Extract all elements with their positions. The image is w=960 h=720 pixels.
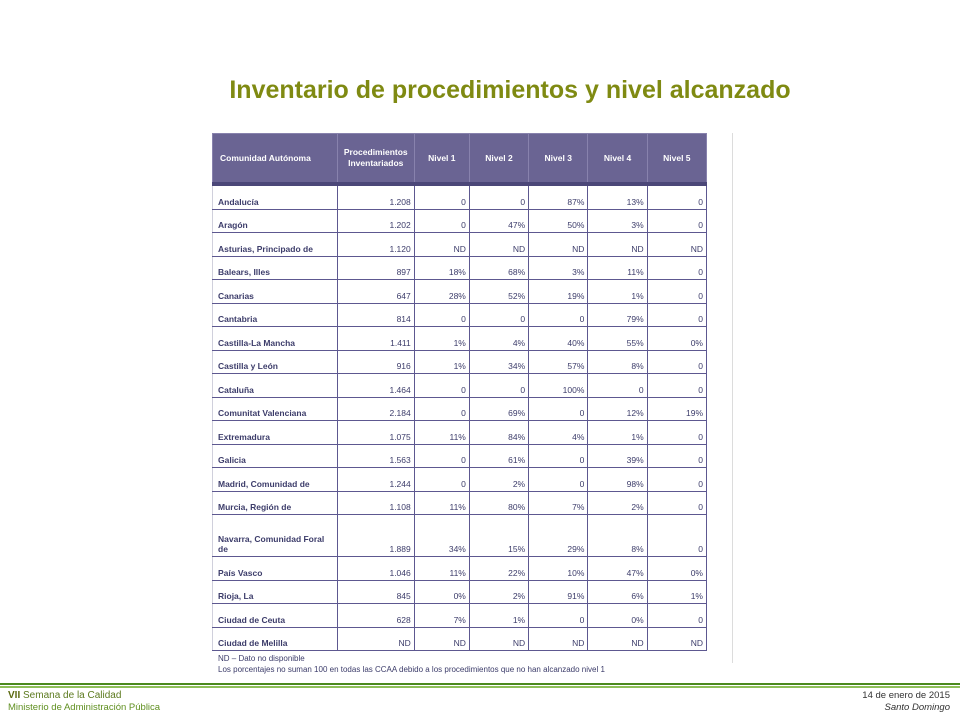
value-cell: 12% xyxy=(588,397,647,421)
value-cell: 100% xyxy=(529,374,588,398)
value-cell: 0 xyxy=(647,280,706,304)
value-cell: 0 xyxy=(647,444,706,468)
value-cell: ND xyxy=(647,233,706,257)
value-cell: 1.108 xyxy=(337,491,414,515)
value-cell: 0 xyxy=(414,184,469,209)
value-cell: 1.075 xyxy=(337,421,414,445)
value-cell: 0 xyxy=(647,256,706,280)
table-row xyxy=(213,303,707,327)
value-cell: ND xyxy=(469,627,528,651)
value-cell: 4% xyxy=(529,421,588,445)
table-row xyxy=(213,209,707,233)
value-cell: 55% xyxy=(588,327,647,351)
value-cell: 0% xyxy=(647,327,706,351)
value-cell: 1.411 xyxy=(337,327,414,351)
value-cell: 0 xyxy=(647,184,706,209)
value-cell: 0 xyxy=(647,209,706,233)
value-cell: 2.184 xyxy=(337,397,414,421)
value-cell: 0 xyxy=(647,421,706,445)
value-cell: 647 xyxy=(337,280,414,304)
value-cell: 69% xyxy=(469,397,528,421)
community-name-cell: Navarra, Comunidad Foral de xyxy=(213,515,338,557)
col-header-procedures: Procedimientos Inventariados xyxy=(337,134,414,185)
value-cell: 11% xyxy=(414,421,469,445)
value-cell: 0 xyxy=(414,209,469,233)
community-name-cell: Castilla y León xyxy=(213,350,338,374)
footer-date-place xyxy=(862,690,950,714)
value-cell: ND xyxy=(588,233,647,257)
value-cell: 13% xyxy=(588,184,647,209)
footer-event xyxy=(8,690,160,714)
col-header-level1: Nivel 1 xyxy=(414,134,469,185)
footer-divider-accent xyxy=(0,686,960,688)
value-cell: 1.208 xyxy=(337,184,414,209)
note-nd: ND – Dato no disponible xyxy=(218,654,305,663)
value-cell: 8% xyxy=(588,350,647,374)
table-row xyxy=(213,468,707,492)
value-cell: 47% xyxy=(469,209,528,233)
value-cell: 50% xyxy=(529,209,588,233)
value-cell: 15% xyxy=(469,515,528,557)
value-cell: 1.563 xyxy=(337,444,414,468)
value-cell: 1% xyxy=(469,604,528,628)
value-cell: 19% xyxy=(529,280,588,304)
community-name-cell: Cataluña xyxy=(213,374,338,398)
value-cell: 57% xyxy=(529,350,588,374)
procedures-table xyxy=(212,133,707,651)
page-title-text: Inventario de procedimientos y nivel alcanzado xyxy=(229,76,791,104)
table-row xyxy=(213,256,707,280)
table-row xyxy=(213,374,707,398)
col-header-community: Comunidad Autónoma xyxy=(213,134,338,185)
value-cell: 7% xyxy=(529,491,588,515)
table-row xyxy=(213,421,707,445)
value-cell: 52% xyxy=(469,280,528,304)
value-cell: ND xyxy=(337,627,414,651)
value-cell: 0 xyxy=(647,303,706,327)
value-cell: 91% xyxy=(529,580,588,604)
event-name: Semana de la Calidad xyxy=(23,690,122,701)
community-name-cell: Aragón xyxy=(213,209,338,233)
community-name-cell: Ciudad de Ceuta xyxy=(213,604,338,628)
community-name-cell: Madrid, Comunidad de xyxy=(213,468,338,492)
value-cell: 98% xyxy=(588,468,647,492)
value-cell: 87% xyxy=(529,184,588,209)
value-cell: 8% xyxy=(588,515,647,557)
table-row xyxy=(213,580,707,604)
value-cell: 0 xyxy=(647,604,706,628)
value-cell: 61% xyxy=(469,444,528,468)
table-row xyxy=(213,350,707,374)
community-name-cell: Murcia, Región de xyxy=(213,491,338,515)
community-name-cell: Balears, Illes xyxy=(213,256,338,280)
value-cell: 0% xyxy=(414,580,469,604)
value-cell: 0 xyxy=(469,184,528,209)
table-row xyxy=(213,515,707,557)
table-header-row xyxy=(213,134,707,185)
note-percentages: Los porcentajes no suman 100 en todas las CCAA debido a los procedimientos que no han alcanzado nivel 1 xyxy=(218,665,605,674)
value-cell: 0 xyxy=(588,374,647,398)
value-cell: 29% xyxy=(529,515,588,557)
value-cell: 1.046 xyxy=(337,557,414,581)
value-cell: 0 xyxy=(414,468,469,492)
value-cell: 1% xyxy=(414,327,469,351)
value-cell: 18% xyxy=(414,256,469,280)
community-name-cell: Rioja, La xyxy=(213,580,338,604)
value-cell: 0 xyxy=(414,397,469,421)
value-cell: 1.202 xyxy=(337,209,414,233)
page-title xyxy=(0,76,960,105)
value-cell: 0 xyxy=(529,604,588,628)
value-cell: 1% xyxy=(414,350,469,374)
value-cell: 0 xyxy=(469,303,528,327)
value-cell: 1% xyxy=(647,580,706,604)
value-cell: 19% xyxy=(647,397,706,421)
col-header-level5: Nivel 5 xyxy=(647,134,706,185)
value-cell: 1.120 xyxy=(337,233,414,257)
value-cell: 10% xyxy=(529,557,588,581)
value-cell: 0 xyxy=(414,303,469,327)
value-cell: 0 xyxy=(647,350,706,374)
value-cell: 4% xyxy=(469,327,528,351)
value-cell: 84% xyxy=(469,421,528,445)
value-cell: ND xyxy=(414,233,469,257)
table-row xyxy=(213,327,707,351)
community-name-cell: Canarias xyxy=(213,280,338,304)
value-cell: 845 xyxy=(337,580,414,604)
value-cell: 0% xyxy=(647,557,706,581)
value-cell: 0 xyxy=(647,468,706,492)
community-name-cell: Andalucía xyxy=(213,184,338,209)
value-cell: 40% xyxy=(529,327,588,351)
value-cell: 628 xyxy=(337,604,414,628)
community-name-cell: País Vasco xyxy=(213,557,338,581)
community-name-cell: Extremadura xyxy=(213,421,338,445)
value-cell: 1.244 xyxy=(337,468,414,492)
value-cell: 0 xyxy=(529,468,588,492)
value-cell: 47% xyxy=(588,557,647,581)
table-row xyxy=(213,233,707,257)
community-name-cell: Cantabria xyxy=(213,303,338,327)
value-cell: 916 xyxy=(337,350,414,374)
value-cell: 0 xyxy=(529,397,588,421)
value-cell: ND xyxy=(414,627,469,651)
col-header-level2: Nivel 2 xyxy=(469,134,528,185)
value-cell: 7% xyxy=(414,604,469,628)
community-name-cell: Galicia xyxy=(213,444,338,468)
value-cell: 2% xyxy=(469,580,528,604)
value-cell: 0 xyxy=(414,444,469,468)
procedures-table-panel xyxy=(212,133,733,674)
value-cell: 11% xyxy=(414,491,469,515)
value-cell: 68% xyxy=(469,256,528,280)
col-header-level4: Nivel 4 xyxy=(588,134,647,185)
value-cell: 34% xyxy=(414,515,469,557)
value-cell: 0 xyxy=(529,303,588,327)
value-cell: ND xyxy=(469,233,528,257)
value-cell: 11% xyxy=(588,256,647,280)
footer-date: 14 de enero de 2015 xyxy=(862,690,950,701)
value-cell: 1% xyxy=(588,421,647,445)
value-cell: 3% xyxy=(529,256,588,280)
value-cell: 0 xyxy=(647,374,706,398)
table-notes xyxy=(212,653,732,675)
community-name-cell: Asturias, Principado de xyxy=(213,233,338,257)
value-cell: ND xyxy=(588,627,647,651)
value-cell: 0 xyxy=(414,374,469,398)
value-cell: 1.889 xyxy=(337,515,414,557)
community-name-cell: Ciudad de Melilla xyxy=(213,627,338,651)
value-cell: 34% xyxy=(469,350,528,374)
value-cell: 6% xyxy=(588,580,647,604)
table-row xyxy=(213,280,707,304)
value-cell: ND xyxy=(647,627,706,651)
col-header-level3: Nivel 3 xyxy=(529,134,588,185)
value-cell: 0 xyxy=(647,515,706,557)
value-cell: 28% xyxy=(414,280,469,304)
table-row xyxy=(213,557,707,581)
event-prefix: VII xyxy=(8,690,21,701)
value-cell: 0% xyxy=(588,604,647,628)
value-cell: 11% xyxy=(414,557,469,581)
value-cell: 22% xyxy=(469,557,528,581)
value-cell: ND xyxy=(529,627,588,651)
value-cell: 3% xyxy=(588,209,647,233)
value-cell: 2% xyxy=(469,468,528,492)
ministry-name: Ministerio de Administración Pública xyxy=(8,702,161,713)
value-cell: 1% xyxy=(588,280,647,304)
footer-divider xyxy=(0,683,960,685)
community-name-cell: Comunitat Valenciana xyxy=(213,397,338,421)
value-cell: 0 xyxy=(469,374,528,398)
value-cell: 897 xyxy=(337,256,414,280)
value-cell: ND xyxy=(529,233,588,257)
value-cell: 39% xyxy=(588,444,647,468)
footer-place: Santo Domingo xyxy=(884,702,950,713)
value-cell: 0 xyxy=(529,444,588,468)
table-row xyxy=(213,604,707,628)
value-cell: 1.464 xyxy=(337,374,414,398)
table-row xyxy=(213,397,707,421)
table-row xyxy=(213,184,707,209)
value-cell: 2% xyxy=(588,491,647,515)
value-cell: 0 xyxy=(647,491,706,515)
table-row xyxy=(213,627,707,651)
value-cell: 79% xyxy=(588,303,647,327)
value-cell: 814 xyxy=(337,303,414,327)
community-name-cell: Castilla-La Mancha xyxy=(213,327,338,351)
table-row xyxy=(213,491,707,515)
table-row xyxy=(213,444,707,468)
value-cell: 80% xyxy=(469,491,528,515)
